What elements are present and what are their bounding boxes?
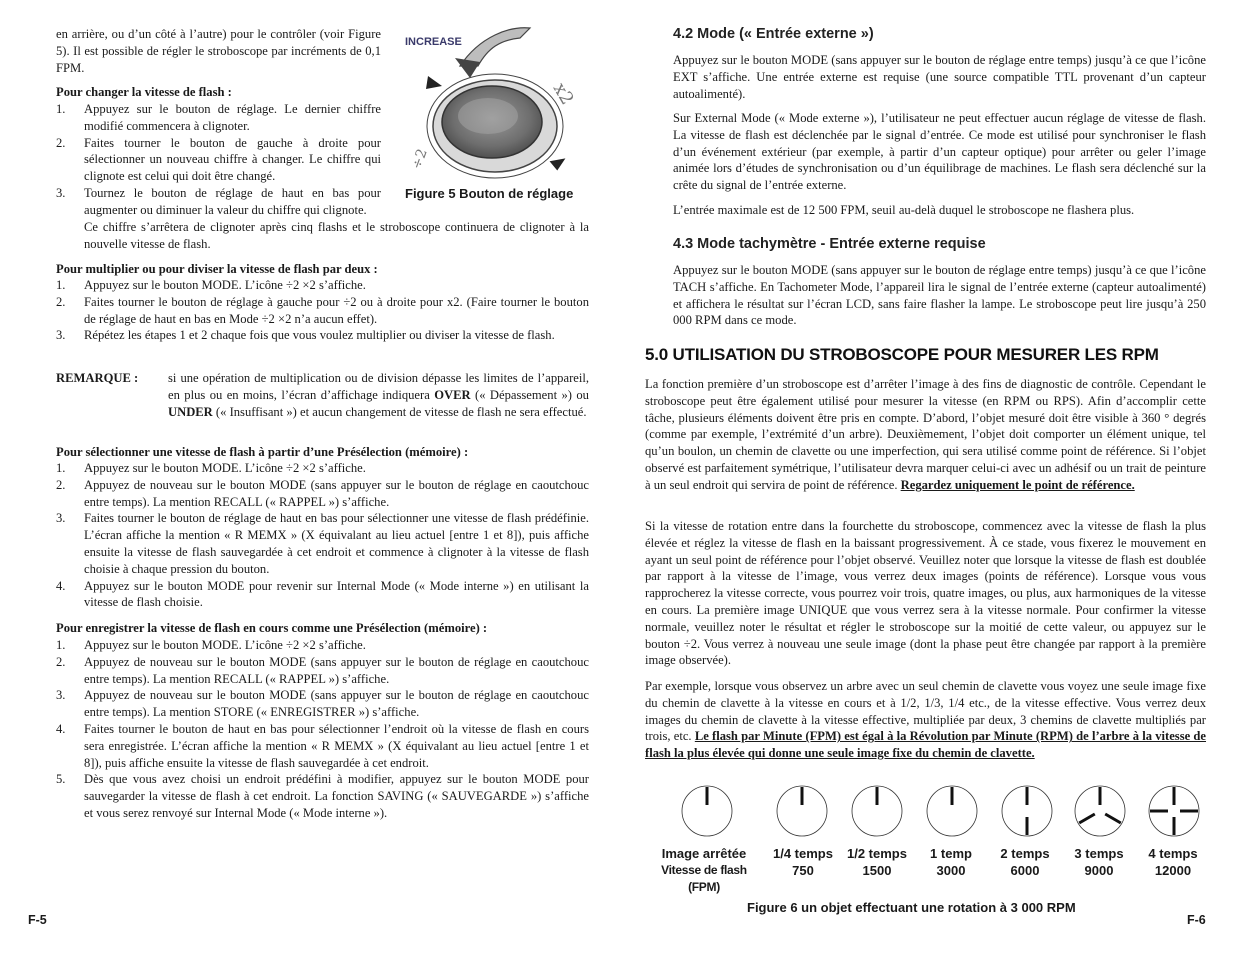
- section-4-2-p3: L’entrée maximale est de 12 500 FPM, seuil au-delà duquel le stroboscope ne flashera plus.: [673, 203, 1135, 217]
- right-page: [617, 0, 1235, 954]
- keyway-image-one: [925, 784, 979, 838]
- list-item: 2. Appuyez de nouveau sur le bouton MODE (sans appuyer sur le bouton de réglage en caoutchouc entre temps). La mention RECALL (« RAPPEL ») s’affiche.: [56, 654, 589, 686]
- keyway-image-quarter: [775, 784, 829, 838]
- section-5-0-p3: Par exemple, lorsque vous observez un arbre avec un seul chemin de clavette vous voyez une seule image fixe du chemin de clavette à la vitesse en cours et à 1/2, 1/3, 1/4 etc., de la vitesse effective. Vous verrez deux images du chemin de clavette à la vitesse effective, multipliée par deux, 3 chemins de clavette multipliés par trois, etc. Le flash par Minute (FPM) est égal à la Révolution par Minute (RPM) de l’arbre à la vitesse de flash la plus élevée qui donne une seule image fixe du chemin de clavette.: [645, 679, 1207, 761]
- page-number: F-5: [28, 913, 47, 927]
- keyway-image-half: [850, 784, 904, 838]
- list-item: 4. Appuyez sur le bouton MODE pour revenir sur Internal Mode (« Mode interne ») en utilisant la vitesse de flash choisie.: [56, 578, 589, 610]
- list-item: 2. Appuyez de nouveau sur le bouton MODE (sans appuyer sur le bouton de réglage en caoutchouc entre temps). La mention RECALL (« RAPPEL ») s’affiche.: [56, 477, 589, 509]
- section-5-0-p1: La fonction première d’un stroboscope est d’arrêter l’image à des fins de diagnostic de contrôle. Cependant le stroboscope peut être également utilisé pour mesurer la vitesse (en RPM ou RPS). Afin d’accomplir cette tâche, plusieurs éléments doivent être pris en compte. D’abord, l’objet mesuré doit être visible à 360 ° degrés (comme par exemple, l’extrémité d’un arbre). Deuxièmement, l’objet doit comporter un élément unique, tel qu’un boulon, un chemin de clavette ou une imperfection, qui sera utilisé comme point de référence. Si l’objet observé est parfaitement symétrique, l’utilisateur devra marquer celui-ci avec un adhésif ou un trait de peinture à un seul endroit qui servira de point de référence. Regardez uniquement le point de référence.: [645, 377, 1206, 492]
- keyway-image-stopped: [680, 784, 734, 838]
- section-4-2-p2: Sur External Mode (« Mode externe »), l’utilisateur ne peut effectuer aucun réglage de vitesse de flash. La vitesse de flash est déclenchée par le signal d’entrée. Ce mode est utilisé pour synchroniser le flash d’un événement extérieur (par exemple, à partir d’un capteur optique) pour arrêter ou geler l’image animée lors d’études de synchronisation ou d’un équilibrage de machines. Le flash sera déclenché sur la crête du signal de l’entrée externe.: [673, 111, 1206, 193]
- change-speed-heading: Pour changer la vitesse de flash :: [56, 85, 232, 99]
- list-item: 3. Répétez les étapes 1 et 2 chaque fois que vous voulez multiplier ou diviser la vitesse de flash.: [56, 328, 555, 343]
- multiply-steps: [56, 277, 589, 344]
- intro-paragraph: en arrière, ou d’un côté à l’autre) pour le contrôler (voir Figure 5). Il est possible de régler le stroboscope par incréments de 0,1 FPM.: [56, 27, 381, 75]
- list-item: 3. Faites tourner le bouton de réglage de haut en bas pour sélectionner une vitesse de flash prédéfinie. L’écran affiche la mention « R MEMX » (X équivalant au lieu actuel [entre 1 et 8]), puis affiche ensuite la vitesse de flash sauvegardée à cet endroit et commence à clignoter à la vitesse de flash choisie à chaque pression du bouton.: [56, 511, 589, 576]
- page-number: F-6: [1187, 913, 1206, 927]
- save-preset-heading: Pour enregistrer la vitesse de flash en cours comme une Présélection (mémoire) :: [56, 621, 488, 635]
- select-preset-heading: Pour sélectionner une vitesse de flash à partir d’une Présélection (mémoire) :: [56, 445, 469, 459]
- section-4-3-heading: 4.3 Mode tachymètre - Entrée externe requise: [673, 236, 986, 252]
- list-item: 2. Faites tourner le bouton de gauche à droite pour sélectionner un nouveau chiffre à changer. Le chiffre qui clignote est celui qui doit être changé.: [56, 135, 381, 184]
- section-4-2-heading: 4.2 Mode (« Entrée externe »): [673, 26, 874, 42]
- list-item: 1. Appuyez sur le bouton MODE. L’icône ÷2 ×2 s’affiche.: [56, 278, 366, 292]
- figure-6-label: 1 temp 3000: [930, 846, 972, 878]
- figure-6-label: 2 temps 6000: [1000, 846, 1050, 878]
- blink-note: Ce chiffre s’arrêtera de clignoter après cinq flashs et le stroboscope continuera de clignoter à la nouvelle vitesse de flash.: [84, 220, 589, 251]
- keyway-image-three: [1073, 784, 1127, 838]
- x2-mark: x2: [548, 79, 578, 109]
- knob-illustration: [400, 26, 600, 191]
- section-5-0-p2: Si la vitesse de rotation entre dans la fourchette du stroboscope, commencez avec la vitesse de flash la plus élevée et réglez la vitesse de flash en la baissant progressivement. À ce stade, vous fixerez le mouvement en ayant un seul point de référence pour l’objet observé. Veuillez noter que lorsque la vitesse de flash est doublée par rapport à la vitesse de l’image, vous verrez deux images (points de référence). Lorsque vous vous rapprocherez la vitesse correcte, vous pourrez voir trois, quatre images, ou plus, aux harmoniques de la vitesse en cours. La première image UNIQUE que vous verrez sera à la vitesse normale. Pour confirmer la vitesse normale, veuillez noter le résultat et régler le stroboscope sur la moitié de cette valeur, ou appuyez sur le bouton ÷2. Vous verrez à nouveau une seule image (dont la phase peut être changée par rapport à la première image observée).: [645, 519, 1206, 668]
- list-item: 1. Appuyez sur le bouton MODE. L’icône ÷2 ×2 s’affiche.: [56, 638, 366, 652]
- list-item: 1. Appuyez sur le bouton de réglage. Le dernier chiffre modifié commencera à clignoter.: [56, 102, 381, 133]
- list-item: 2. Faites tourner le bouton de réglage à gauche pour ÷2 ou à droite pour x2. (Faire tourner le bouton de réglage de haut en bas en Mode ÷2 ×2 n’a aucun effet).: [56, 294, 589, 326]
- section-4-3-p1: Appuyez sur le bouton MODE (sans appuyer sur le bouton de réglage entre temps) jusqu’à ce que l’icône TACH s’affiche. En Tachometer Mode, l’appareil lira le signal de l’entrée externe (capteur autoalimenté) et affichera le résultat sur l’écran LCD, sans faire flasher la lampe. Le stroboscope peut lire jusqu’à 250 000 RPM dans ce mode.: [673, 263, 1206, 328]
- save-preset-steps: [56, 637, 589, 822]
- section-5-0-heading: 5.0 UTILISATION DU STROBOSCOPE POUR MESURER LES RPM: [645, 345, 1159, 364]
- figure-6-label: 1/2 temps 1500: [847, 846, 907, 878]
- remark-text: si une opération de multiplication ou de division dépasse les limites de l’appareil, en plus ou en moins, l’écran d’affichage indiquera OVER (« Dépassement ») ou UNDER (« Insuffisant ») et aucun changement de vitesse de flash ne sera effectué.: [168, 371, 589, 419]
- keyway-image-four: [1147, 784, 1201, 838]
- figure-6-label: 4 temps 12000: [1148, 846, 1198, 878]
- remark-label: REMARQUE :: [56, 371, 139, 385]
- figure-6-strobe-images: [617, 0, 1235, 954]
- increase-label: INCREASE: [405, 36, 462, 48]
- multiply-heading: Pour multiplier ou pour diviser la vitesse de flash par deux :: [56, 262, 378, 276]
- section-4-2-p1: Appuyez sur le bouton MODE (sans appuyer sur le bouton de réglage entre temps) jusqu’à ce que l’icône EXT s’affiche. Une entrée externe est requise (une source compatible TTL provenant d’un capteur autoalimenté).: [673, 53, 1206, 101]
- select-preset-steps: [56, 460, 589, 611]
- figure-6-caption: Figure 6 un objet effectuant une rotation à 3 000 RPM: [747, 900, 1076, 915]
- div2-mark: ÷2: [408, 146, 431, 172]
- keyway-image-two: [1000, 784, 1054, 838]
- figure-5-adjust-knob: [400, 26, 600, 191]
- list-item: 5. Dès que vous avez choisi un endroit prédéfini à modifier, appuyez sur le bouton MODE pour sauvegarder la vitesse de flash à cet endroit. La fonction SAVING (« SAUVEGARDE ») s’affiche et vous serez renvoyé sur Internal Mode (« Mode interne »).: [56, 772, 589, 820]
- figure-6-label: 3 temps 9000: [1074, 846, 1124, 878]
- list-item: 4. Faites tourner le bouton de haut en bas pour sélectionner l’endroit où la vitesse de flash en cours sera enregistrée. L’écran affiche la mention « R MEMX » (X équivalant au lieu actuel [entre 1 et 8]), puis affiche ensuite la vitesse de flash sauvegardée à cet endroit.: [56, 721, 589, 770]
- list-item: 3. Appuyez de nouveau sur le bouton MODE (sans appuyer sur le bouton de réglage en caoutchouc entre temps). La mention STORE (« ENREGISTRER ») s’affiche.: [56, 688, 589, 720]
- figure-6-label: 1/4 temps 750: [773, 846, 833, 878]
- list-item: 1. Appuyez sur le bouton MODE. L’icône ÷2 ×2 s’affiche.: [56, 461, 366, 475]
- figure-5-caption: Figure 5 Bouton de réglage: [405, 186, 574, 201]
- left-page: [0, 0, 617, 954]
- figure-6-label: Image arrêtée Vitesse de flash (FPM): [661, 846, 747, 894]
- change-speed-steps: [56, 101, 381, 219]
- list-item: 3. Tournez le bouton de réglage de haut en bas pour augmenter ou diminuer la valeur du chiffre qui clignote.: [56, 185, 381, 217]
